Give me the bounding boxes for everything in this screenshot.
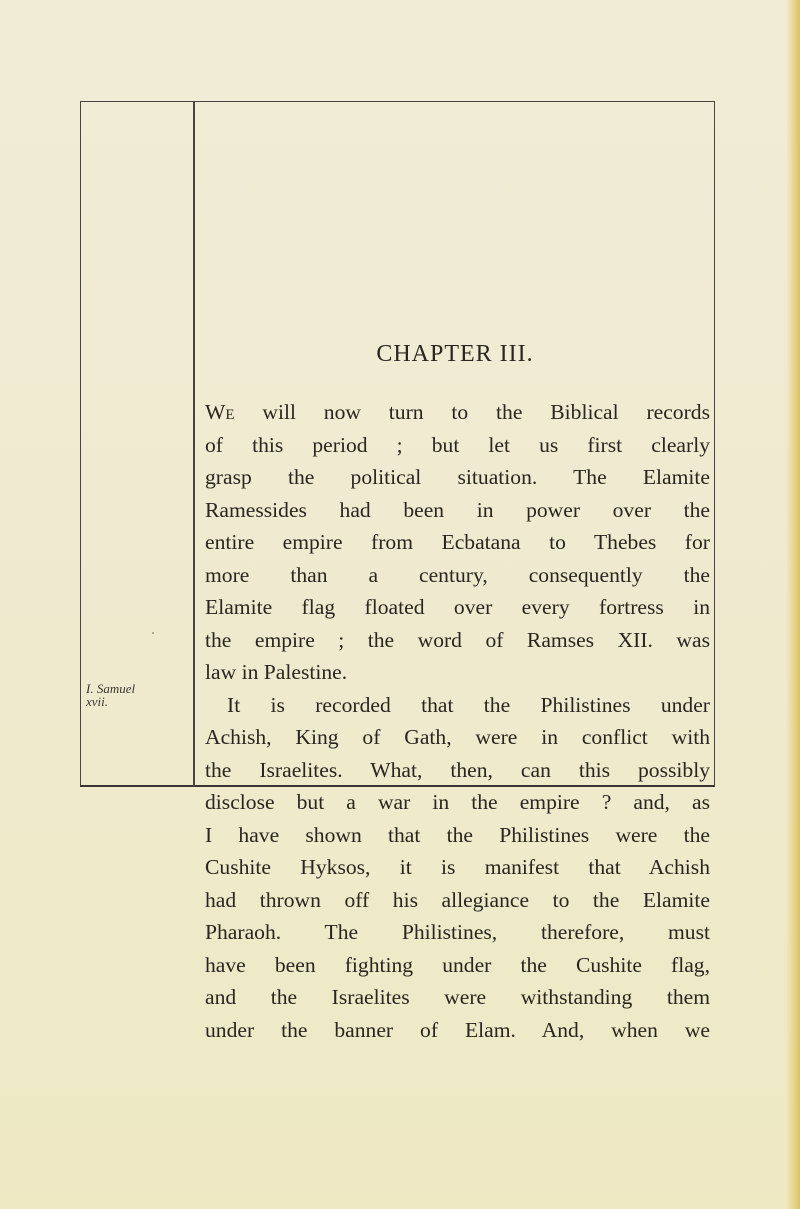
- text-line: [205, 396, 710, 429]
- text-line: more than a century, consequently the: [205, 562, 710, 587]
- text-line: grasp the political situation. The Elamite: [205, 465, 710, 489]
- speck: [152, 632, 154, 634]
- text-line: of this period ; but let us first clearly: [205, 432, 710, 457]
- chapter-title: CHAPTER III.: [376, 341, 534, 367]
- page-edge: [786, 0, 800, 1209]
- margin-reference: [86, 682, 186, 708]
- text-line: the Israelites. What, then, can this possibly: [205, 757, 710, 782]
- text-line: the empire ; the word of Ramses XII. was: [205, 627, 710, 652]
- text-line: disclose but a war in the empire ? and, as: [205, 790, 710, 814]
- text-line: Ramessides had been in power over the: [205, 497, 710, 522]
- text-line: I have shown that the Philistines were the: [205, 822, 710, 847]
- margin-reference-book: I. Samuel: [86, 681, 136, 696]
- margin-reference-chapter: xvii.: [86, 694, 109, 709]
- margin-column-divider: [193, 101, 195, 787]
- text-line: had thrown off his allegiance to the Elamite: [205, 887, 710, 912]
- text-line: entire empire from Ecbatana to Thebes for: [205, 530, 710, 554]
- text-line: have been fighting under the Cushite flag,: [205, 952, 710, 977]
- body-text: [205, 396, 710, 1046]
- text-line: under the banner of Elam. And, when we: [205, 1017, 710, 1042]
- text-line: Elamite flag floated over every fortress in: [205, 595, 710, 619]
- text-line-rest: will now turn to the Biblical records: [234, 400, 710, 424]
- lead-initial: We: [205, 400, 235, 424]
- text-line: Cushite Hyksos, it is manifest that Achish: [205, 855, 710, 879]
- text-line: It is recorded that the Philistines under: [227, 692, 710, 717]
- text-line: Achish, King of Gath, were in conflict with: [205, 725, 710, 749]
- text-line: Pharaoh. The Philistines, therefore, must: [205, 920, 710, 944]
- text-line: and the Israelites were withstanding them: [205, 985, 710, 1009]
- text-line: law in Palestine.: [205, 660, 348, 684]
